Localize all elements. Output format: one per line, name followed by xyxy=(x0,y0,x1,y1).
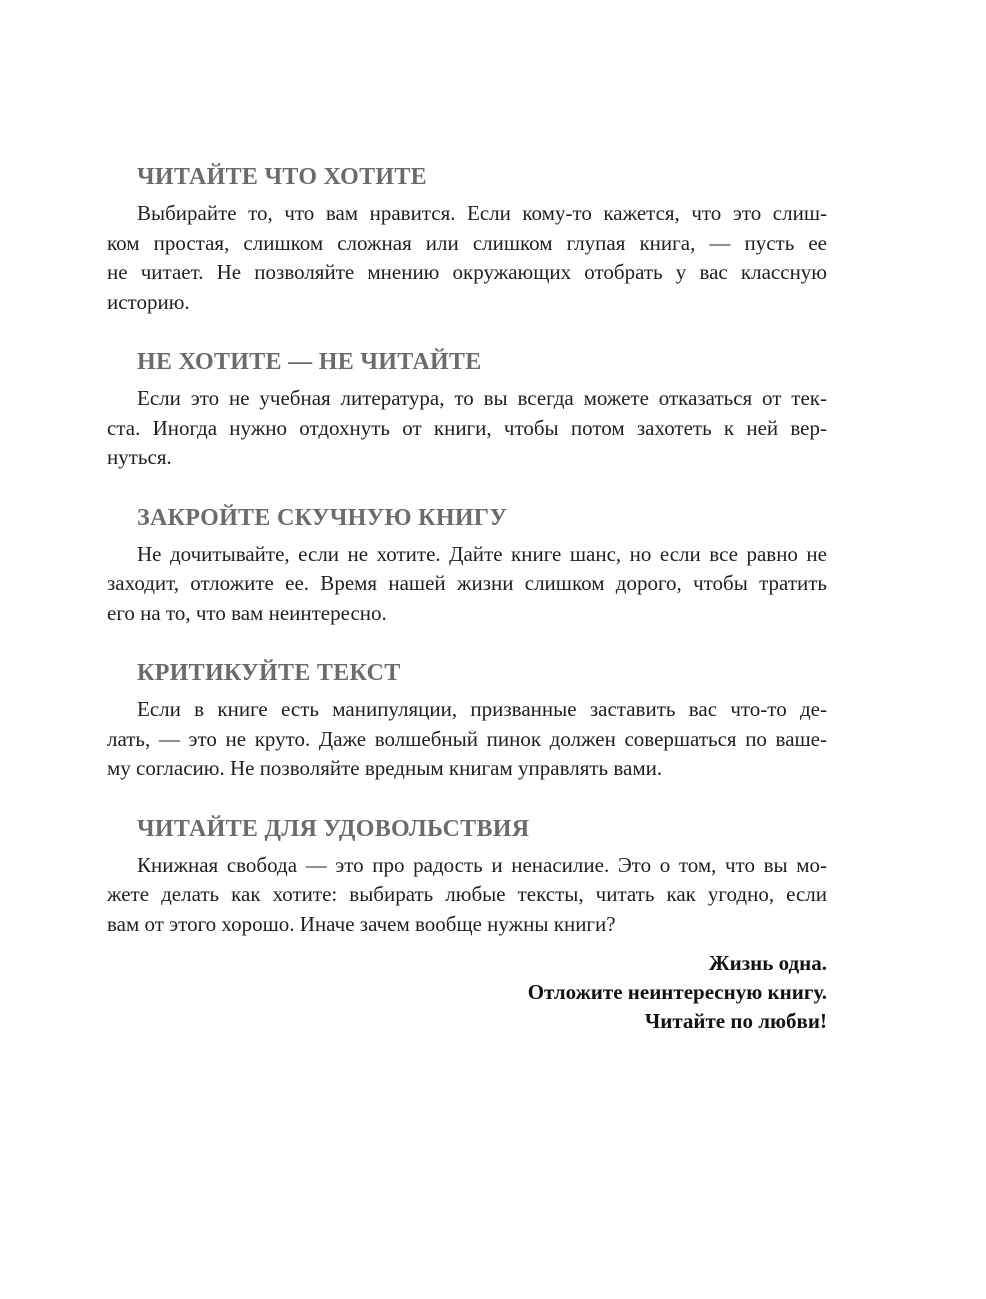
section-heading: ЗАКРОЙТЕ СКУЧНУЮ КНИГУ xyxy=(137,504,508,531)
paragraph-line: ста. Иногда нужно отдохнуть от книги, чтобы потом захотеть к ней вер- xyxy=(107,415,827,440)
paragraph-line: ком простая, слишком сложная или слишком глупая книга, — пусть ее xyxy=(107,230,827,255)
paragraph-line: Выбирайте то, что вам нравится. Если кому-то кажется, что это слиш- xyxy=(137,201,827,225)
section-read-what-you-want xyxy=(107,162,827,317)
paragraph-line: историю. xyxy=(107,289,190,314)
section-dont-want-dont-read xyxy=(107,347,827,473)
closing-statement xyxy=(107,949,827,1036)
section-paragraph xyxy=(107,199,827,317)
paragraph-line: Не дочитывайте, если не хотите. Дайте книге шанс, но если все равно не xyxy=(137,541,827,566)
closing-line: Читайте по любви! xyxy=(644,1009,827,1033)
section-paragraph xyxy=(107,540,827,629)
paragraph-line: вам от этого хорошо. Иначе зачем вообще нужны книги? xyxy=(107,911,616,936)
closing-line: Жизнь одна. xyxy=(708,951,827,975)
paragraph-line: заходит, отложите ее. Время нашей жизни слишком дорого, чтобы тратить xyxy=(107,571,827,595)
paragraph-line: му согласию. Не позволяйте вредным книгам управлять вами. xyxy=(107,756,663,780)
paragraph-line: лать, — это не круто. Даже волшебный пинок должен совершаться по ваше- xyxy=(107,726,827,751)
paragraph-line: Если в книге есть манипуляции, призванные заставить вас что-то де- xyxy=(137,697,827,721)
paragraph-line: жете делать как хотите: выбирать любые тексты, читать как угодно, если xyxy=(107,882,827,906)
section-heading: КРИТИКУЙТЕ ТЕКСТ xyxy=(137,660,401,686)
section-close-boring-book xyxy=(107,503,827,629)
section-heading: НЕ ХОТИТЕ — НЕ ЧИТАЙТЕ xyxy=(137,349,482,375)
section-heading: ЧИТАЙТЕ ЧТО ХОТИТЕ xyxy=(137,164,427,190)
paragraph-line: Книжная свобода — это про радость и ненасилие. Это о том, что вы мо- xyxy=(137,852,827,877)
closing-line: Отложите неинтересную книгу. xyxy=(527,980,827,1004)
section-criticize-text xyxy=(107,658,827,784)
section-paragraph xyxy=(107,384,827,473)
section-paragraph xyxy=(107,851,827,940)
page-content xyxy=(107,162,827,1036)
section-heading: ЧИТАЙТЕ ДЛЯ УДОВОЛЬСТВИЯ xyxy=(137,815,530,842)
paragraph-line: не читает. Не позволяйте мнению окружающих отобрать у вас классную xyxy=(107,260,827,284)
paragraph-line: нуться. xyxy=(107,445,172,469)
paragraph-line: Если это не учебная литература, то вы всегда можете отказаться от тек- xyxy=(137,386,827,410)
section-paragraph xyxy=(107,695,827,784)
paragraph-line: его на то, что вам неинтересно. xyxy=(107,600,387,625)
section-read-for-pleasure xyxy=(107,814,827,940)
